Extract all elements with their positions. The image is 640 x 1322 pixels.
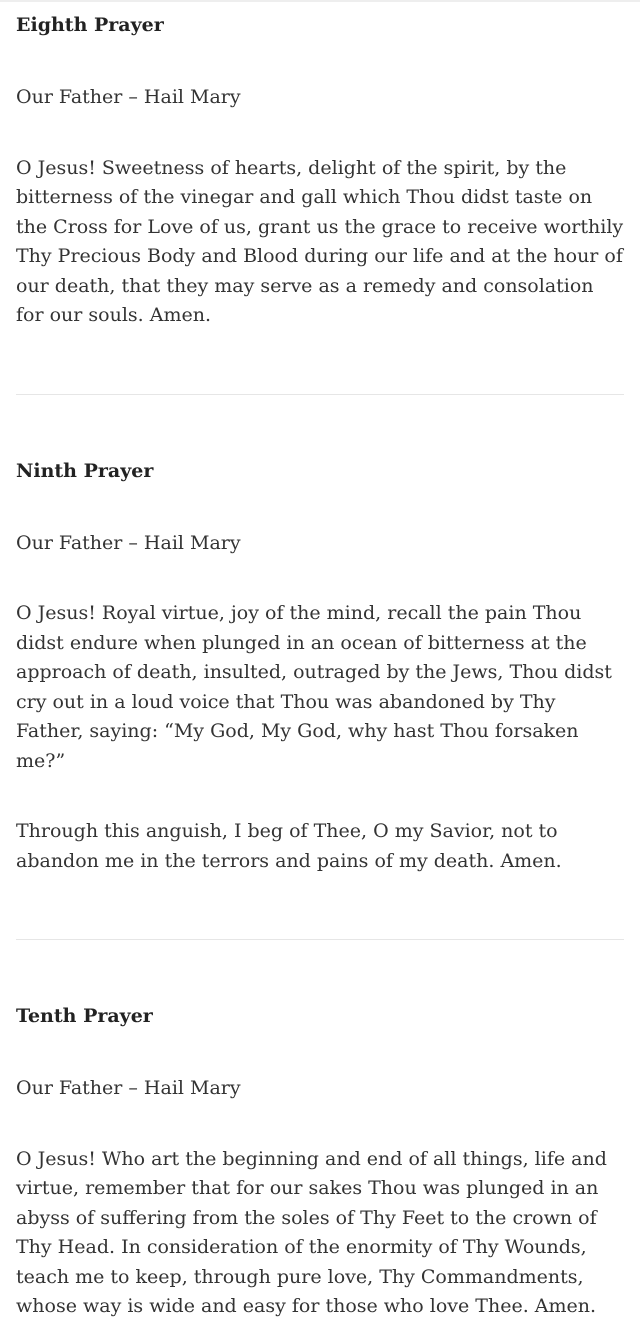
prayer-subtitle: Our Father – Hail Mary bbox=[16, 1077, 241, 1099]
prayer-section-tenth bbox=[16, 1002, 624, 1322]
prayer-paragraph: Through this anguish, I beg of Thee, O my Savior, not to abandon me in the terrors and pains of my death. Amen. bbox=[16, 820, 562, 872]
prayer-title: Eighth Prayer bbox=[16, 14, 164, 36]
prayer-subtitle: Our Father – Hail Mary bbox=[16, 531, 241, 554]
prayer-paragraph: O Jesus! Sweetness of hearts, delight of the spirit, by the bitterness of the vinegar and gall which Thou didst taste on the Cross for Love of us, grant us the grace to receive worthily Thy Precious Body and Blood during our life and at the hour of our death, that they may serve as a remedy and consolation for our souls. Amen. bbox=[16, 156, 624, 326]
article-content bbox=[0, 11, 640, 1322]
section-divider bbox=[16, 939, 624, 940]
prayer-subtitle: Our Father – Hail Mary bbox=[16, 86, 241, 108]
prayer-paragraph: O Jesus! Who art the beginning and end of all things, life and virtue, remember that for our sakes Thou was plunged in an abyss of suffering from the soles of Thy Feet to the crown of Thy Head. In consideration of the enormity of Thy Wounds, teach me to keep, through pure love, Thy Commandments, whose way is wide and easy for those who love Thee. Amen. bbox=[16, 1147, 607, 1317]
prayer-section-eighth bbox=[16, 11, 624, 331]
prayer-title: Tenth Prayer bbox=[16, 1005, 153, 1027]
section-divider bbox=[16, 394, 624, 395]
prayer-title: Ninth Prayer bbox=[16, 459, 154, 482]
prayer-paragraph: O Jesus! Royal virtue, joy of the mind, recall the pain Thou didst endure when plunged in an ocean of bitterness at the approach of death, insulted, outraged by the Jews, Thou didst cry out in a loud voice that Thou was abandoned by Thy Father, saying: “My God, My God, why hast Thou forsaken me?” bbox=[16, 602, 612, 772]
prayer-section-ninth bbox=[16, 457, 624, 877]
top-border bbox=[0, 0, 640, 2]
